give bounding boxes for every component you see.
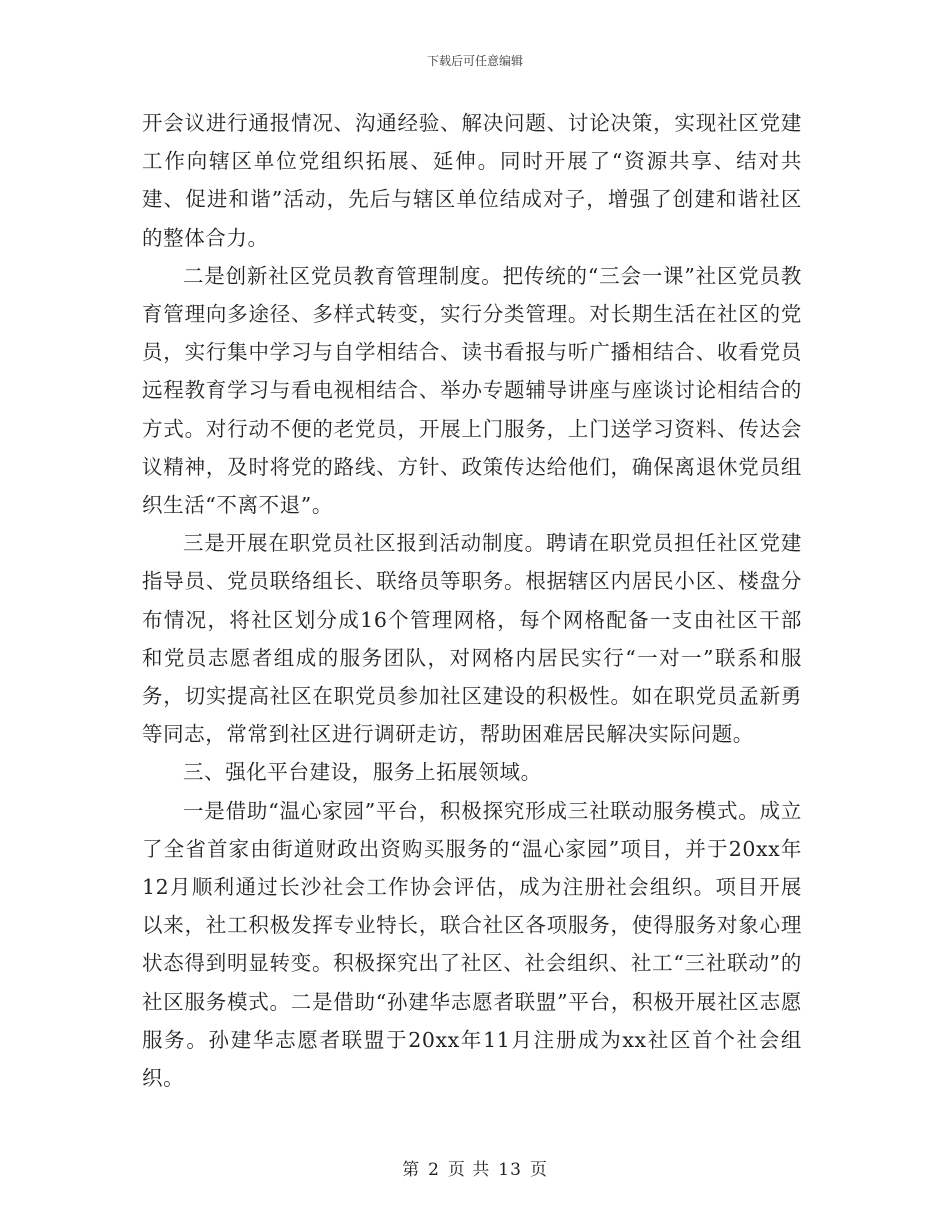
- paragraph-inservice-members: 三是开展在职党员社区报到活动制度。聘请在职党员担任社区党建指导员、党员联络组长、联络员等职务。根据辖区内居民小区、楼盘分布情况，将社区划分成16个管理网格，每个网格配备一支由社区干部和党员志愿者组成的服务团队，对网格内居民实行“一对一”联系和服务，切实提高社区在职党员参加社区建设的积极性。如在职党员孟新勇等同志，常常到社区进行调研走访，帮助困难居民解决实际问题。: [142, 531, 802, 747]
- footer-prefix: 第: [402, 1160, 421, 1180]
- paragraph-continuation: 开会议进行通报情况、沟通经验、解决问题、讨论决策，实现社区党建工作向辖区单位党组织拓展、延伸。同时开展了“资源共享、结对共建、促进和谐”活动，先后与辖区单位结成对子，增强了创建和谐社区的整体合力。: [142, 111, 802, 250]
- page-footer: [0, 1155, 950, 1180]
- footer-total-pages: 13: [498, 1160, 522, 1180]
- paragraph-platform-building: 一是借助“温心家园”平台，积极探究形成三社联动服务模式。成立了全省首家由街道财政出资购买服务的“温心家园”项目，并于20xx年12月顺利通过长沙社会工作协会评估，成为注册社会组织。项目开展以来，社工积极发挥专业特长，联合社区各项服务，使得服务对象心理状态得到明显转变。积极探究出了社区、社会组织、社工“三社联动”的社区服务模式。二是借助“孙建华志愿者联盟”平台，积极开展社区志愿服务。孙建华志愿者联盟于20xx年11月注册成为xx社区首个社会组织。: [142, 798, 802, 1091]
- document-body: [142, 104, 802, 1097]
- page-header: 下载后可任意编辑: [426, 54, 523, 68]
- footer-page-number: 2: [428, 1160, 440, 1180]
- footer-suffix: 页: [529, 1160, 548, 1180]
- section-heading: 三、强化平台建设，服务上拓展领域。: [183, 760, 542, 785]
- paragraph-party-education: 二是创新社区党员教育管理制度。把传统的“三会一课”社区党员教育管理向多途径、多样式转变，实行分类管理。对长期生活在社区的党员，实行集中学习与自学相结合、读书看报与听广播相结合、收看党员远程教育学习与看电视相结合、举办专题辅导讲座与座谈讨论相结合的方式。对行动不便的老党员，开展上门服务，上门送学习资料、传达会议精神，及时将党的路线、方针、政策传达给他们，确保离退休党员组织生活“不离不退”。: [142, 263, 802, 518]
- footer-middle: 页 共: [447, 1160, 491, 1180]
